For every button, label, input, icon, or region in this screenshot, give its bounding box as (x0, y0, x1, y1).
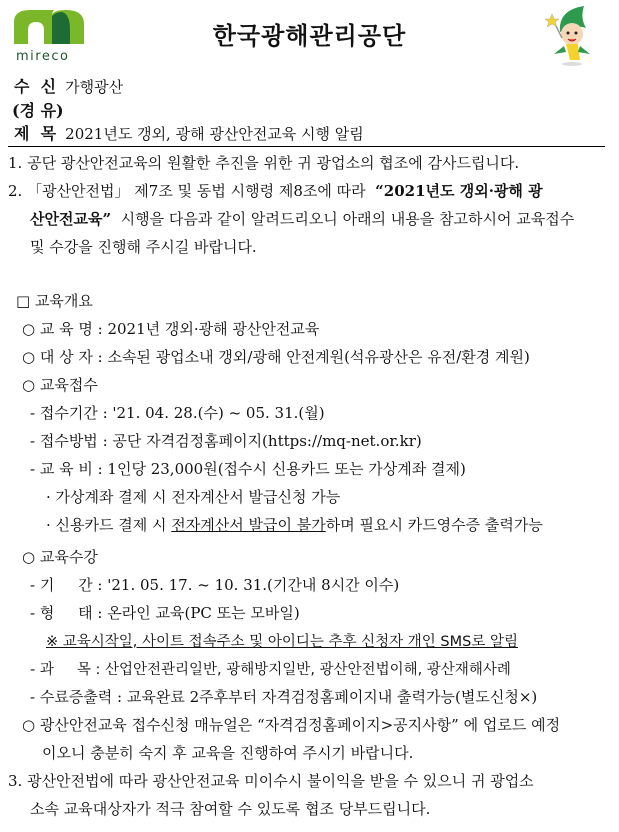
registration-method: - 접수방법 : 공단 자격검정홈페이지(https://mq-net.or.kr) (30, 432, 422, 450)
subject-label: 제 목 (14, 124, 57, 143)
paragraph-1: 1. 공단 광산안전교육의 원활한 추진을 위한 귀 광업소의 협조에 감사드립니다. (8, 154, 520, 172)
education-fee: - 교 육 비 : 1인당 23,000원(접수시 신용카드 또는 가상계좌 결제) (30, 460, 466, 478)
attendance-title: ○ 교육수강 (22, 548, 98, 566)
subject-value: 2021년도 갱외, 광해 광산안전교육 시행 알림 (65, 125, 364, 143)
attendance-period: - 기 간 : '21. 05. 17. ~ 10. 31.(기간내 8시간 이수) (30, 576, 400, 594)
fee-note-1: · 가상계좌 결제 시 전자계산서 발급신청 가능 (46, 488, 341, 506)
fee-note-2 (46, 514, 543, 535)
manual-line-2: 이오니 충분히 숙지 후 교육을 진행하여 주시기 바랍니다. (42, 744, 414, 762)
section-title: □ 교육개요 (16, 292, 93, 310)
p2-prefix: 2. 「광산안전법」 제7조 및 동법 시행령 제8조에 따라 (8, 182, 376, 200)
fee-note-2-suffix: 하며 필요시 카드영수증 출력가능 (325, 516, 543, 534)
recipient-value: 가행광산 (65, 78, 124, 96)
course-subjects: - 과 목 : 산업안전관리일반, 광해방지일반, 광산안전법이해, 광산재해사례 (30, 662, 511, 678)
p2-bold-title-cont: 산안전교육” (30, 210, 112, 228)
manual-line-1: ○ 광산안전교육 접수신청 매뉴얼은 “자격검정홈페이지>공지사항” 에 업로드 예정 (22, 716, 561, 734)
certificate-output: - 수료증출력 : 교육완료 2주후부터 자격검정홈페이지내 출력가능(별도신청×) (30, 688, 538, 706)
paragraph-2-line-2 (30, 208, 574, 229)
via-label: (경 유) (12, 101, 64, 120)
paragraph-3-line-1: 3. 광산안전법에 따라 광산안전교육 미이수시 불이익을 받을 수 있으니 귀 광업소 (8, 772, 534, 790)
attendance-format: - 형 태 : 온라인 교육(PC 또는 모바일) (30, 604, 300, 622)
paragraph-3-line-2: 소속 교육대상자가 적극 참여할 수 있도록 협조 당부드립니다. (30, 800, 431, 818)
target-audience: ○ 대 상 자 : 소속된 광업소내 갱외/광해 안전계원(석유광산은 유전/환경 계원) (22, 348, 530, 366)
paragraph-2-line-3: 및 수강을 진행해 주시길 바랍니다. (30, 238, 257, 256)
sms-notice: ※ 교육시작일, 사이트 접속주소 및 아이디는 추후 신청자 개인 SMS로 알림 (46, 634, 518, 650)
fee-note-2-prefix: · 신용카드 결제 시 (46, 516, 172, 534)
recipient-label: 수 신 (14, 77, 57, 96)
registration-title: ○ 교육접수 (22, 376, 98, 394)
divider (8, 146, 605, 147)
registration-period: - 접수기간 : '21. 04. 28.(수) ~ 05. 31.(월) (30, 404, 325, 422)
subject-row (14, 121, 364, 144)
fee-note-2-underlined: 전자계산서 발급이 불가 (171, 516, 326, 534)
p2-bold-title: “2021년도 갱외·광해 광 (375, 182, 543, 200)
paragraph-2-line-1 (8, 180, 543, 201)
via-row (12, 98, 64, 121)
organization-title: 한국광해관리공단 (212, 21, 407, 50)
svg-text:mireco: mireco (16, 49, 70, 64)
course-name: ○ 교 육 명 : 2021년 갱외·광해 광산안전교육 (22, 320, 320, 338)
p2-line2-text: 시행을 다음과 같이 알려드리오니 아래의 내용을 참고하시어 교육접수 (111, 210, 575, 228)
recipient-row (14, 74, 123, 97)
mascot-icon (540, 2, 610, 68)
